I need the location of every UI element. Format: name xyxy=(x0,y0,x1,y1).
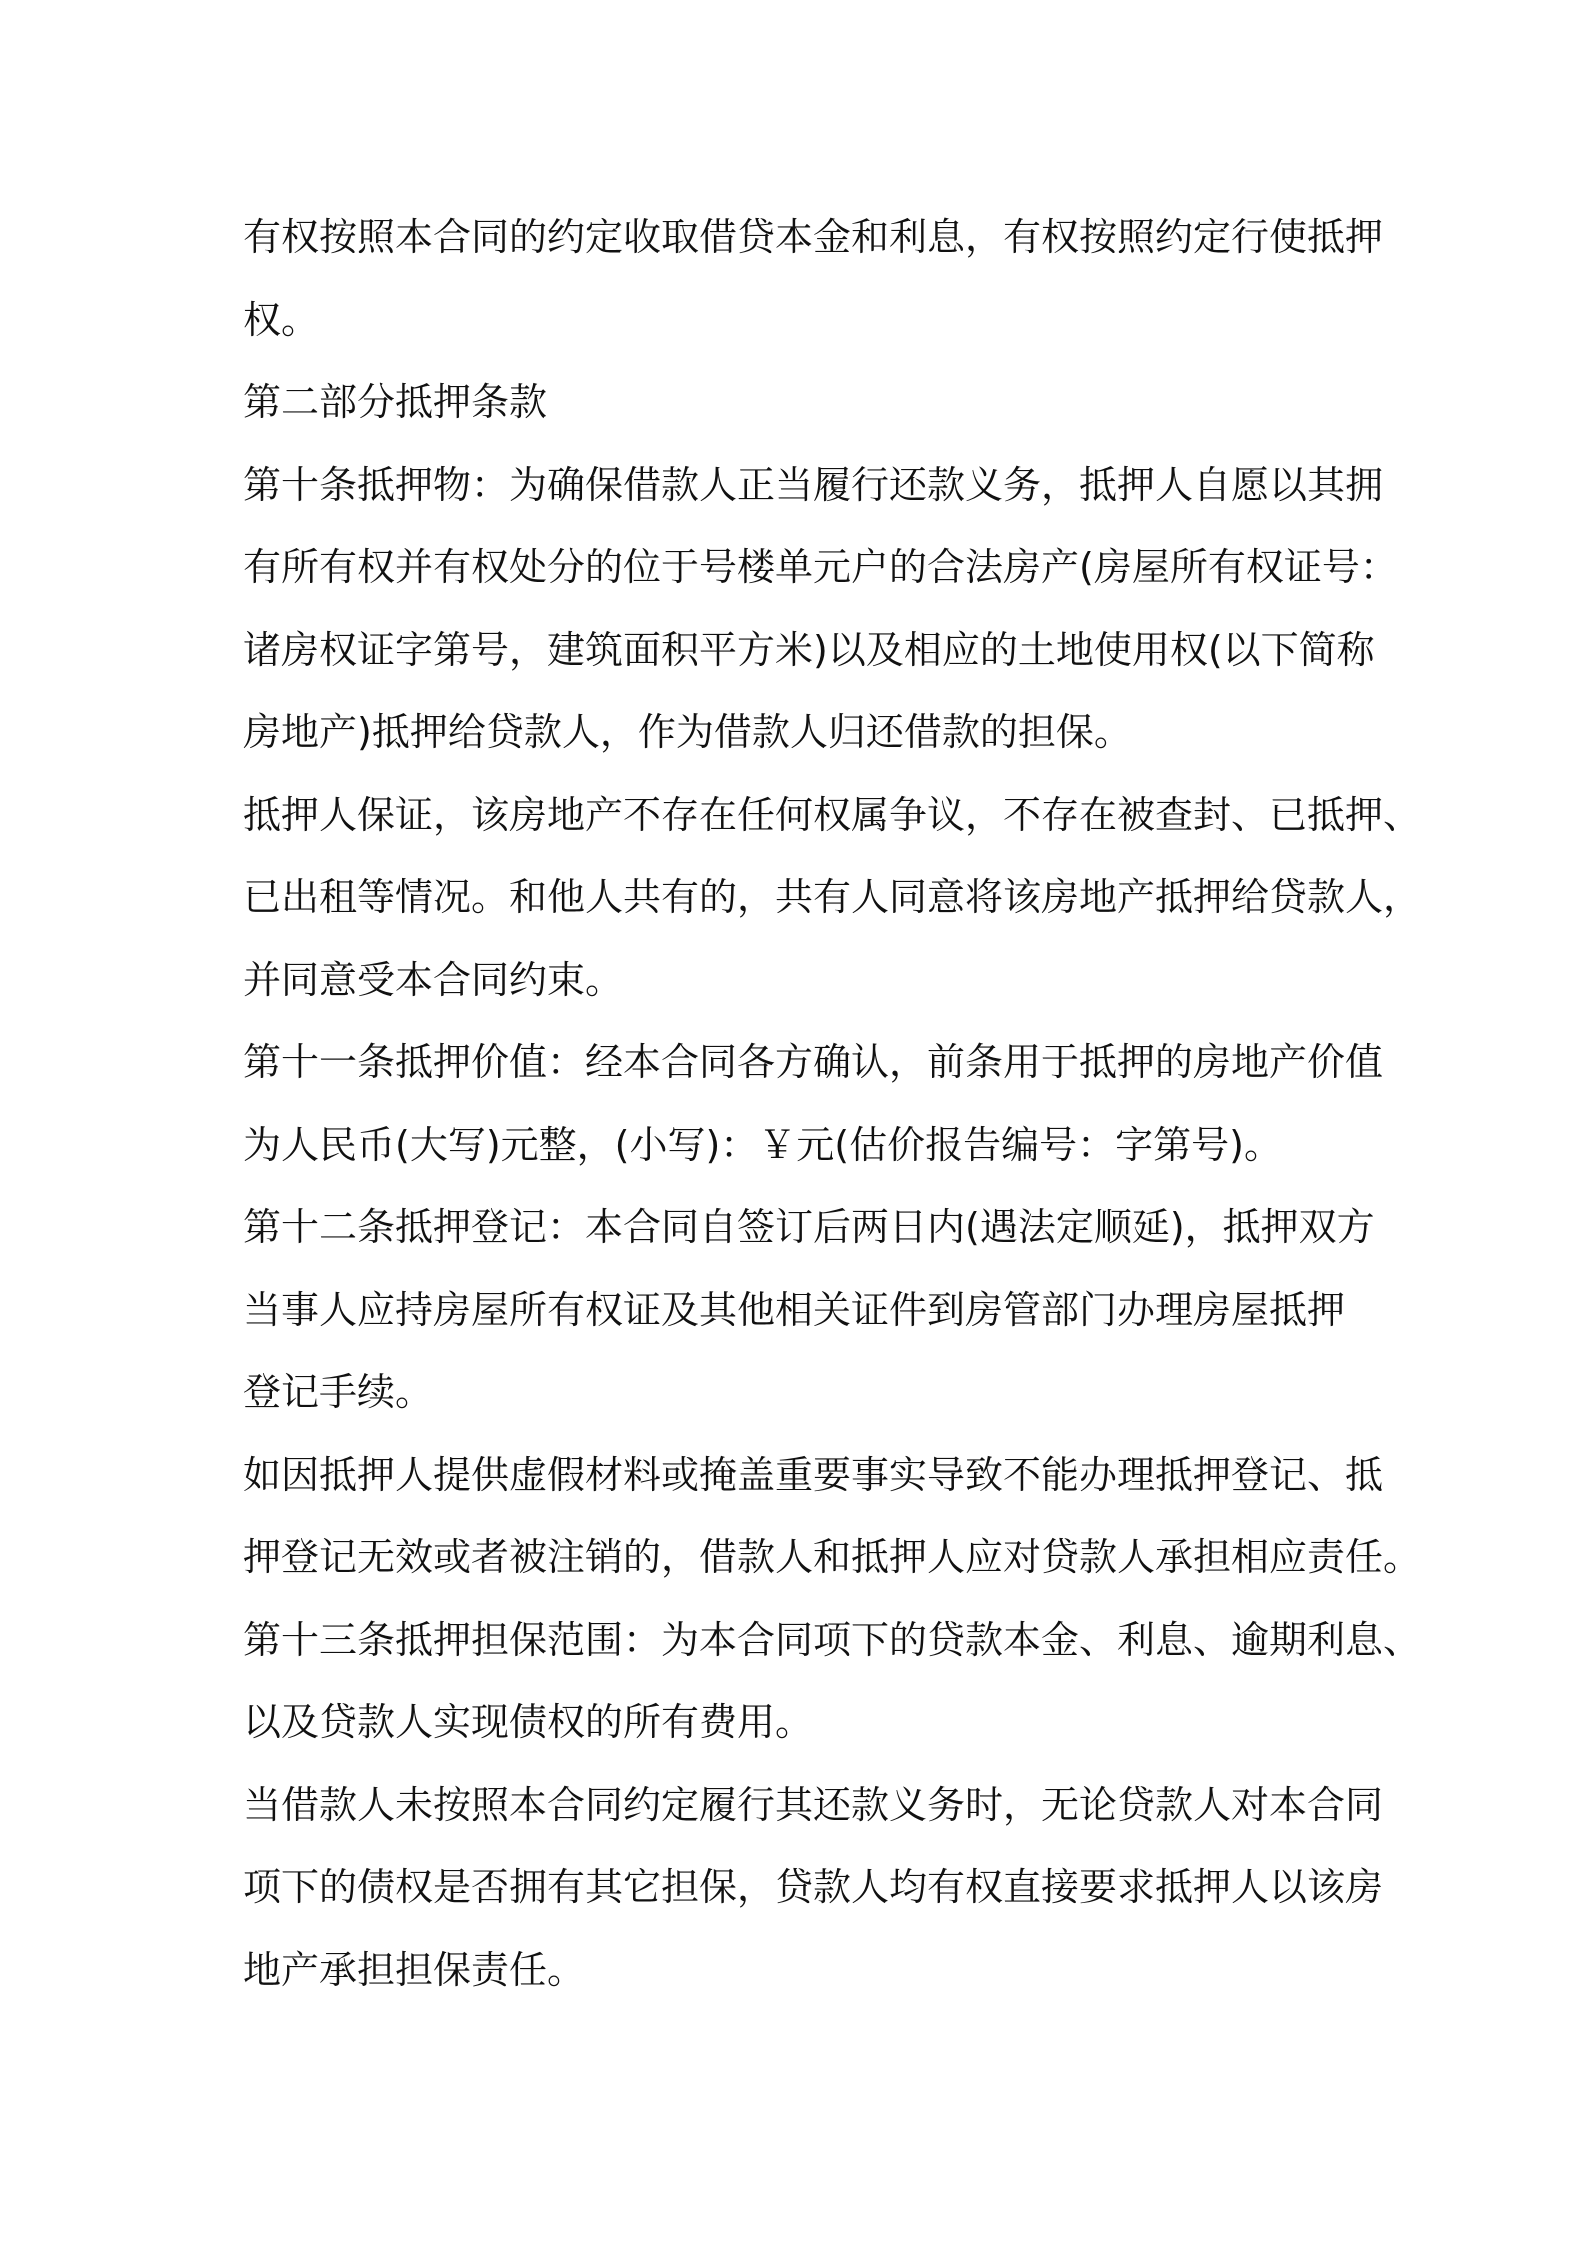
text-line: 并同意受本合同约束。 xyxy=(243,957,624,1002)
text-line: 权。 xyxy=(243,297,320,342)
text-line: 登记手续。 xyxy=(243,1370,434,1414)
section-heading: 第二部分抵押条款 xyxy=(243,380,548,424)
text-line: 如因抵押人提供虚假材料或掩盖重要事实导致不能办理抵押登记、抵 xyxy=(243,1452,1384,1497)
document-body xyxy=(243,196,1422,2011)
text-line: 第十二条抵押登记：本合同自签订后两日内(遇法定顺延)，抵押双方 xyxy=(243,1205,1375,1249)
text-line: 当事人应持房屋所有权证及其他相关证件到房管部门办理房屋抵押 xyxy=(243,1287,1346,1332)
text-line: 为人民币(大写)元整，(小写)：￥元(估价报告编号：字第号)。 xyxy=(243,1122,1282,1167)
text-line: 诸房权证字第号，建筑面积平方米)以及相应的土地使用权(以下简称 xyxy=(243,627,1375,672)
text-line: 房地产)抵押给贷款人，作为借款人归还借款的担保。 xyxy=(243,710,1132,754)
text-line: 押登记无效或者被注销的，借款人和抵押人应对贷款人承担相应责任。 xyxy=(243,1535,1422,1579)
text-line: 以及贷款人实现债权的所有费用。 xyxy=(243,1700,814,1744)
text-line: 项下的债权是否拥有其它担保，贷款人均有权直接要求抵押人以该房 xyxy=(243,1865,1384,1909)
text-line: 有权按照本合同的约定收取借贷本金和利息，有权按照约定行使抵押 xyxy=(243,215,1384,259)
text-line: 地产承担担保责任。 xyxy=(243,1947,586,1992)
text-line: 当借款人未按照本合同约定履行其还款义务时，无论贷款人对本合同 xyxy=(243,1782,1384,1827)
text-line: 第十三条抵押担保范围：为本合同项下的贷款本金、利息、逾期利息、 xyxy=(243,1617,1422,1662)
text-line: 第十条抵押物：为确保借款人正当履行还款义务，抵押人自愿以其拥 xyxy=(243,462,1384,507)
text-line: 已出租等情况。和他人共有的，共有人同意将该房地产抵押给贷款人， xyxy=(243,875,1422,919)
text-line: 有所有权并有权处分的位于号楼单元户的合法房产(房屋所有权证号： xyxy=(243,545,1398,589)
text-line: 第十一条抵押价值：经本合同各方确认，前条用于抵押的房地产价值 xyxy=(243,1040,1384,1084)
text-line: 抵押人保证，该房地产不存在任何权属争议，不存在被查封、已抵押、 xyxy=(243,792,1422,837)
